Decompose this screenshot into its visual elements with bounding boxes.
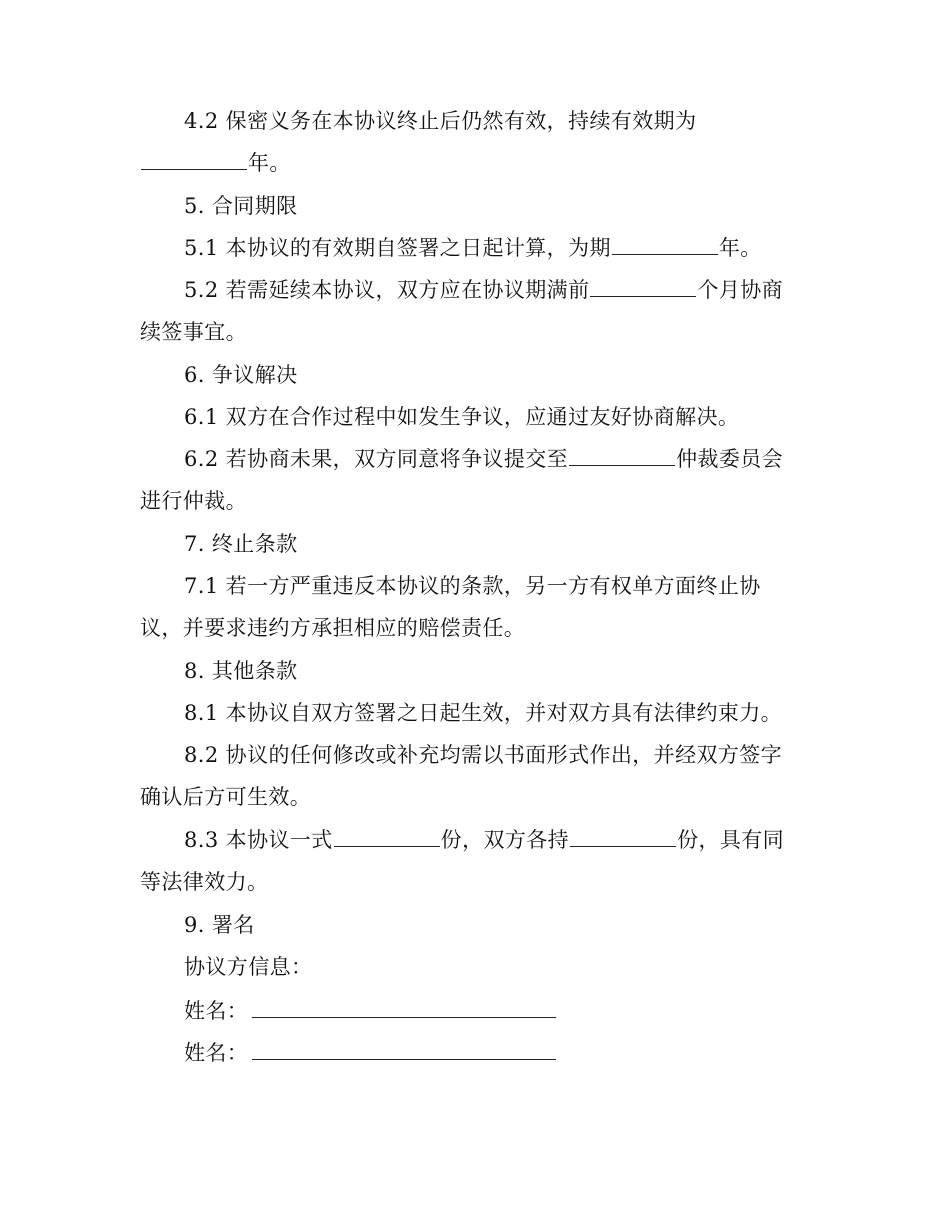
blank-field[interactable]	[612, 233, 718, 255]
section-heading-text: 8. 其他条款	[184, 659, 298, 683]
section-heading-text: 5. 合同期限	[184, 194, 298, 218]
clause-8-3	[140, 819, 800, 903]
blank-field[interactable]	[590, 275, 696, 297]
section-6-heading	[140, 354, 800, 396]
section-9-heading	[140, 904, 800, 946]
clause-5-1-text: 5.1 本协议的有效期自签署之日起计算，为期	[184, 236, 611, 260]
party-info	[140, 946, 800, 988]
name-label: 姓名：	[184, 999, 249, 1023]
blank-field[interactable]	[141, 148, 247, 170]
clause-5-2-suffix: 个月协商续签事宜。	[140, 278, 784, 344]
clause-8-3-text: 8.3 本协议一式	[184, 828, 333, 852]
section-8-heading	[140, 650, 800, 692]
name-label: 姓名：	[184, 1041, 249, 1065]
clause-4-2-text: 4.2 保密义务在本协议终止后仍然有效，持续有效期为	[184, 109, 697, 133]
clause-8-1-text: 8.1 本协议自双方签署之日起生效，并对双方具有法律约束力。	[184, 701, 783, 725]
clause-7-1-text: 7.1 若一方严重违反本协议的条款，另一方有权单方面终止协议，并要求违约方承担相应的赔偿责任。	[140, 574, 761, 640]
clause-5-1-suffix: 年。	[718, 236, 762, 260]
clause-8-3-middle: 份，双方各持	[440, 828, 570, 852]
clause-6-2	[140, 438, 800, 522]
signature-line-2	[140, 1032, 800, 1074]
clause-4-2-suffix: 年。	[248, 151, 291, 175]
section-7-heading	[140, 523, 800, 565]
section-heading-text: 6. 争议解决	[184, 363, 298, 387]
name-field[interactable]	[252, 996, 556, 1018]
clause-5-2	[140, 269, 800, 353]
name-field[interactable]	[252, 1038, 556, 1060]
blank-field[interactable]	[570, 825, 676, 847]
section-heading-text: 9. 署名	[184, 913, 255, 937]
clause-7-1	[140, 565, 800, 649]
clause-6-2-suffix: 仲裁委员会进行仲裁。	[140, 447, 784, 513]
clause-6-1	[140, 396, 800, 438]
clause-8-1	[140, 692, 800, 734]
clause-5-2-text: 5.2 若需延续本协议，双方应在协议期满前	[184, 278, 590, 302]
clause-8-2-text: 8.2 协议的任何修改或补充均需以书面形式作出，并经双方签字确认后方可生效。	[140, 743, 783, 809]
clause-8-2	[140, 734, 800, 818]
clause-4-2	[140, 100, 800, 184]
section-5-heading	[140, 185, 800, 227]
blank-field[interactable]	[569, 444, 675, 466]
party-info-label: 协议方信息：	[184, 955, 313, 979]
clause-5-1	[140, 227, 800, 269]
clause-8-3-suffix: 份，具有同等法律效力。	[140, 828, 785, 894]
blank-field[interactable]	[334, 825, 440, 847]
clause-6-2-text: 6.2 若协商未果，双方同意将争议提交至	[184, 447, 569, 471]
signature-line-1	[140, 990, 800, 1032]
section-heading-text: 7. 终止条款	[184, 532, 298, 556]
clause-6-1-text: 6.1 双方在合作过程中如发生争议，应通过友好协商解决。	[184, 405, 740, 429]
